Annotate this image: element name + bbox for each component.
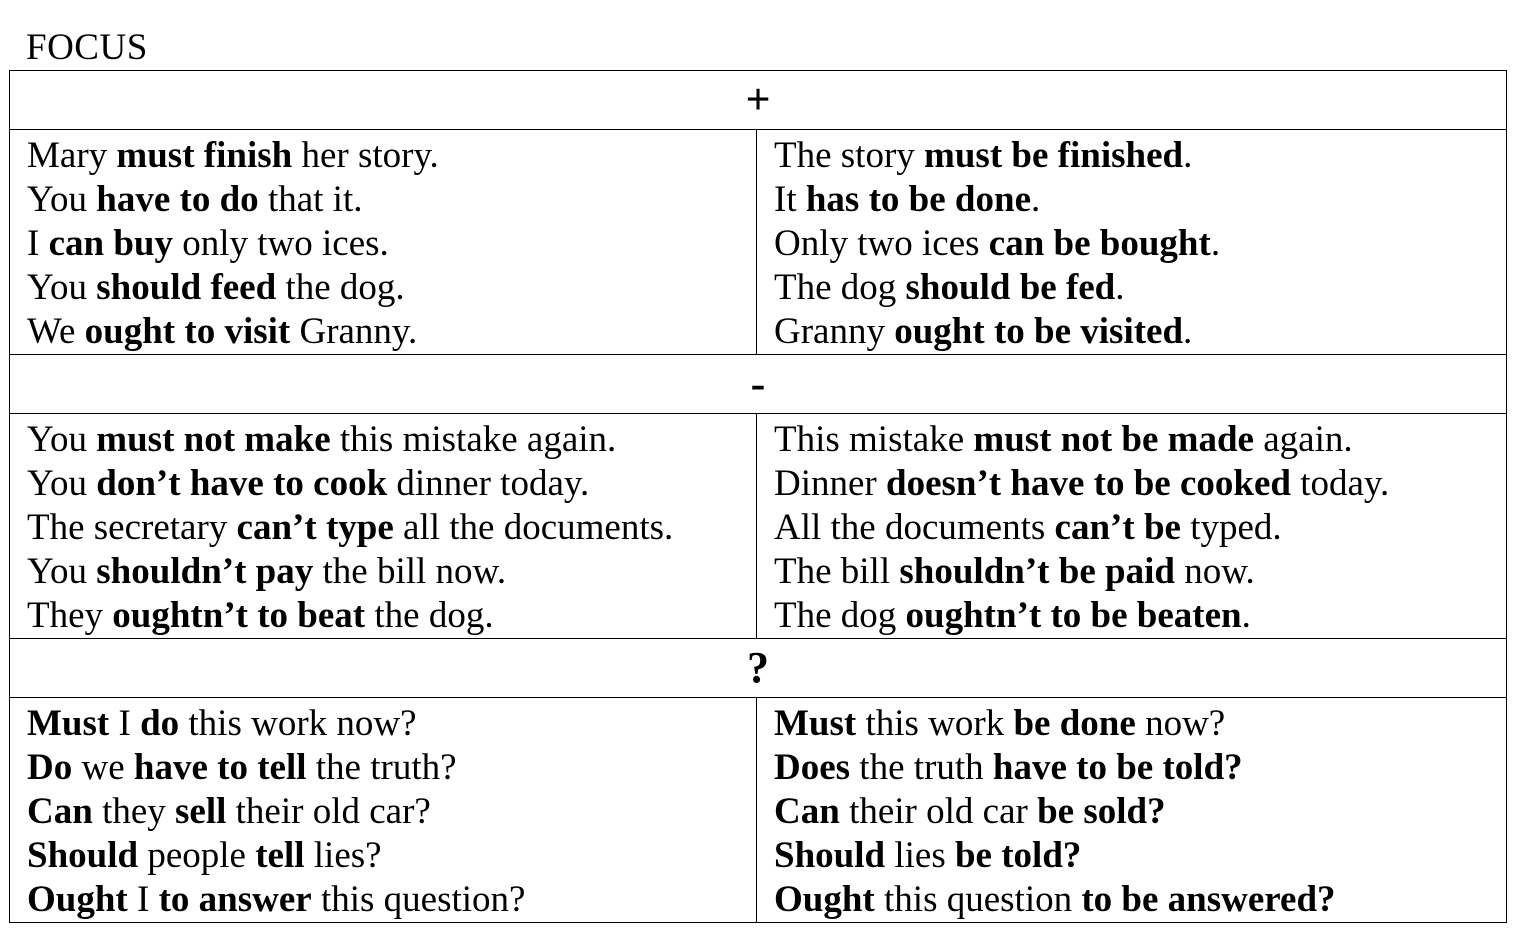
sentence-text: Only two ices: [774, 223, 989, 264]
modal-phrase: should feed: [96, 267, 277, 308]
passive-sentence: [774, 550, 1506, 594]
modal-phrase: can’t type: [236, 507, 394, 548]
active-sentence: [27, 134, 756, 178]
active-voice-cell: [10, 698, 757, 923]
modal-phrase: should be fed: [905, 267, 1116, 308]
sentence-text: The dog: [774, 595, 906, 636]
sentence-text: Granny: [774, 311, 895, 352]
active-sentence: [27, 506, 756, 550]
passive-sentence: [774, 134, 1506, 178]
modal-phrase: can be bought: [988, 223, 1211, 264]
modal-phrase: don’t have to cook: [96, 463, 388, 504]
passive-sentence: [774, 746, 1506, 790]
sentence-text: You: [27, 463, 97, 504]
modal-phrase: do: [140, 703, 180, 744]
active-sentence: [27, 418, 756, 462]
sentence-text: Mary: [27, 135, 117, 176]
passive-sentence: [774, 418, 1506, 462]
modal-phrase: Ought: [27, 879, 128, 920]
active-sentence: [27, 310, 756, 354]
active-sentence: [27, 462, 756, 506]
sentence-text: we: [72, 747, 134, 788]
sentence-text: today.: [1290, 463, 1390, 504]
sentence-text: the truth?: [306, 747, 457, 788]
modal-phrase: to be answered?: [1081, 879, 1336, 920]
sentence-text: Dinner: [774, 463, 886, 504]
sentence-text: only two ices.: [172, 223, 389, 264]
sentence-text: The bill: [774, 551, 900, 592]
modal-phrase: must not make: [96, 419, 331, 460]
active-sentence: [27, 878, 756, 922]
passive-sentence: [774, 594, 1506, 638]
sentence-text: You: [27, 551, 97, 592]
sentence-text: It: [774, 179, 806, 220]
active-sentence-list: [10, 130, 756, 354]
sentence-text: all the documents.: [393, 507, 674, 548]
active-voice-cell: [10, 130, 757, 355]
sentence-text: their old car?: [226, 791, 431, 832]
sentence-text: They: [27, 595, 113, 636]
sentence-text: You: [27, 267, 97, 308]
sentence-text: I: [109, 703, 141, 744]
passive-sentence: [774, 790, 1506, 834]
active-sentence: [27, 746, 756, 790]
section-body-row: [10, 414, 1507, 639]
modal-phrase: be sold?: [1037, 791, 1166, 832]
sentence-text: .: [1241, 595, 1251, 636]
section-heading-row: [10, 71, 1507, 130]
page-title: FOCUS: [26, 27, 148, 68]
sentence-text: lies: [885, 835, 955, 876]
modal-phrase: Do: [27, 747, 73, 788]
modal-phrase: have to tell: [133, 747, 307, 788]
modal-phrase: tell: [255, 835, 305, 876]
sentence-text: this question?: [311, 879, 526, 920]
passive-sentence: [774, 462, 1506, 506]
passive-voice-cell: [757, 414, 1507, 639]
modal-phrase: can’t be: [1054, 507, 1181, 548]
modal-phrase: be done: [1013, 703, 1136, 744]
modal-phrase: shouldn’t pay: [96, 551, 314, 592]
modal-phrase: Must: [27, 703, 110, 744]
sentence-text: this question: [874, 879, 1082, 920]
modal-phrase: Ought: [774, 879, 875, 920]
sentence-text: this work: [856, 703, 1014, 744]
sentence-text: her story.: [292, 135, 439, 176]
active-sentence-list: [10, 698, 756, 922]
sentence-text: typed.: [1180, 507, 1282, 548]
modal-phrase: has to be done: [805, 179, 1031, 220]
active-sentence: [27, 222, 756, 266]
modal-phrase: must be finished: [924, 135, 1184, 176]
modal-phrase: must not be made: [973, 419, 1254, 460]
active-sentence-list: [10, 414, 756, 638]
sentence-text: the dog.: [365, 595, 494, 636]
section-body-row: [10, 130, 1507, 355]
passive-sentence: [774, 222, 1506, 266]
sentence-text: the bill now.: [313, 551, 507, 592]
passive-sentence: [774, 834, 1506, 878]
modal-phrase: oughtn’t to beat: [112, 595, 366, 636]
modal-phrase: can buy: [48, 223, 173, 264]
sentence-text: now.: [1174, 551, 1255, 592]
active-sentence: [27, 790, 756, 834]
active-voice-cell: [10, 414, 757, 639]
passive-sentence: [774, 266, 1506, 310]
modal-phrase: ought to visit: [84, 311, 291, 352]
sentence-text: again.: [1253, 419, 1353, 460]
passive-sentence: [774, 310, 1506, 354]
section-body-row: [10, 698, 1507, 923]
sentence-text: they: [92, 791, 176, 832]
sentence-text: The story: [774, 135, 925, 176]
modal-phrase: doesn’t have to be cooked: [886, 463, 1291, 504]
active-sentence: [27, 266, 756, 310]
passive-voice-cell: [757, 130, 1507, 355]
modal-phrase: Must: [774, 703, 857, 744]
modal-phrase: have to do: [96, 179, 259, 220]
passive-sentence-list: [757, 130, 1506, 354]
passive-sentence-list: [757, 698, 1506, 922]
sentence-text: .: [1031, 179, 1041, 220]
sentence-text: this work now?: [179, 703, 417, 744]
sentence-text: You: [27, 179, 97, 220]
sentence-text: The dog: [774, 267, 906, 308]
modal-phrase: must finish: [116, 135, 293, 176]
modal-phrase: Should: [27, 835, 139, 876]
sentence-text: the truth: [850, 747, 993, 788]
passive-sentence: [774, 506, 1506, 550]
active-sentence: [27, 550, 756, 594]
passive-sentence: [774, 178, 1506, 222]
section-heading-row: [10, 639, 1507, 698]
modal-phrase: have to be told?: [992, 747, 1243, 788]
sentence-text: people: [138, 835, 256, 876]
active-sentence: [27, 834, 756, 878]
sentence-text: .: [1183, 135, 1193, 176]
modal-phrase: Can: [27, 791, 93, 832]
sentence-text: the dog.: [276, 267, 405, 308]
modal-phrase: Can: [774, 791, 840, 832]
modal-phrase: sell: [175, 791, 227, 832]
sentence-text: lies?: [304, 835, 382, 876]
focus-table: [9, 70, 1507, 923]
passive-voice-cell: [757, 698, 1507, 923]
sentence-text: dinner today.: [387, 463, 590, 504]
modal-phrase: Should: [774, 835, 886, 876]
section-symbol: +: [10, 71, 1507, 130]
passive-sentence-list: [757, 414, 1506, 638]
sentence-text: that it.: [258, 179, 363, 220]
sentence-text: this mistake again.: [330, 419, 617, 460]
sentence-text: The secretary: [27, 507, 237, 548]
active-sentence: [27, 594, 756, 638]
section-symbol: -: [10, 355, 1507, 414]
modal-phrase: oughtn’t to be beaten: [905, 595, 1242, 636]
modal-phrase: to answer: [158, 879, 312, 920]
sentence-text: We: [27, 311, 85, 352]
modal-phrase: Does: [774, 747, 851, 788]
modal-phrase: be told?: [954, 835, 1082, 876]
modal-phrase: ought to be visited: [894, 311, 1184, 352]
sentence-text: .: [1115, 267, 1125, 308]
section-heading-row: [10, 355, 1507, 414]
passive-sentence: [774, 878, 1506, 922]
sentence-text: I: [127, 879, 159, 920]
sentence-text: Granny.: [290, 311, 418, 352]
sentence-text: .: [1210, 223, 1221, 264]
active-sentence: [27, 702, 756, 746]
sentence-text: I: [27, 223, 49, 264]
section-symbol: ?: [10, 639, 1507, 698]
sentence-text: their old car: [839, 791, 1038, 832]
active-sentence: [27, 178, 756, 222]
sentence-text: .: [1183, 311, 1193, 352]
sentence-text: All the documents: [774, 507, 1055, 548]
sentence-text: You: [27, 419, 97, 460]
passive-sentence: [774, 702, 1506, 746]
sentence-text: This mistake: [774, 419, 974, 460]
sentence-text: now?: [1135, 703, 1226, 744]
modal-phrase: shouldn’t be paid: [899, 551, 1175, 592]
